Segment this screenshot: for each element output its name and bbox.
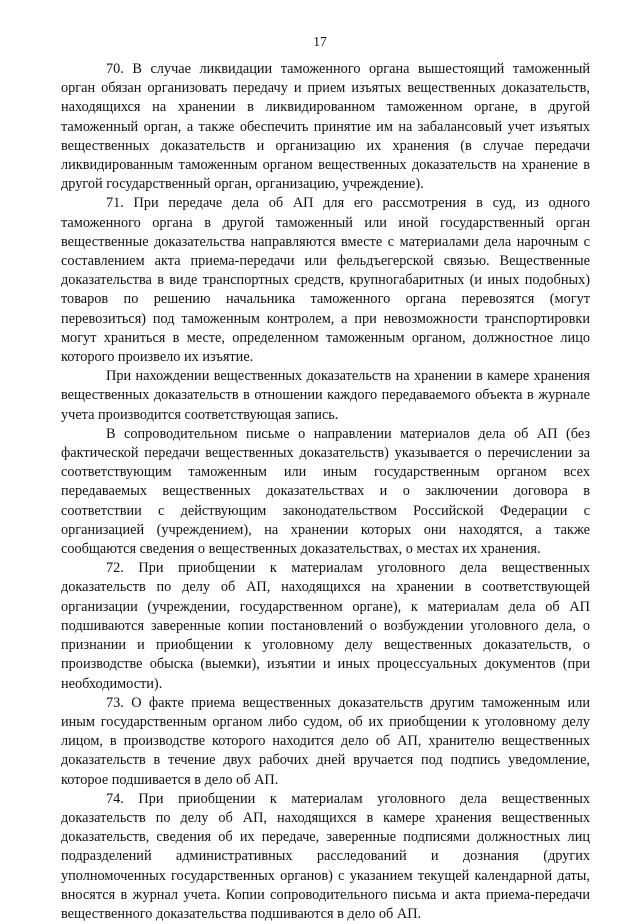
paragraph-71-storage: При нахождении вещественных доказательств на хранении в камере хранения вещественных доказательств в отношении каждого передаваемого объекта в журнале учета производится соответствующая запись. <box>61 368 590 423</box>
page-number: 17 <box>313 34 327 49</box>
paragraph-74: 74. При приобщении к материалам уголовного дела вещественных доказательств по делу об АП, находящихся в камере хранения вещественных доказательств, сведения об их передаче, заверенные подписями должностных лиц подразделений административных расследований и дознания (других уполномоченных государственных органов) с указанием текущей календарной даты, вносятся в журнал учета. Копии сопроводительного письма и акта приема-передачи вещественного доказательства подшиваются в дело об АП. <box>61 790 590 922</box>
paragraph-70: 70. В случае ликвидации таможенного органа вышестоящий таможенный орган обязан организовать передачу и прием изъятых вещественных доказательств, находящихся на хранении в ликвидированном таможенном органе, в другой таможенный орган, а также обеспечить принятие им на забалансовый учет изъятых вещественных доказательств и организацию их хранения (в случае передачи ликвидированным таможенным органом вещественных доказательств на хранение в другой государственный орган, организацию, учреждение). <box>61 61 590 193</box>
paragraph-71: 71. При передаче дела об АП для его рассмотрения в суд, из одного таможенного органа в другой таможенный или иной государственный орган вещественные доказательства направляются вместе с материалами дела нарочным с составлением акта приема-передачи или фельдъегерской связью. Вещественные доказательства в виде транспортных средств, крупногабаритных (и иных подобных) товаров по решению начальника таможенного органа перевозятся (могут перевозиться) под таможенным контролем, а при невозможности транспортировки могут храниться в месте, определенном таможенным органом, должностное лицо которого произвело их изъятие. <box>61 195 590 366</box>
paragraph-73: 73. О факте приема вещественных доказательств другим таможенным или иным государственным органом либо судом, об их приобщении к уголовному делу лицом, в производстве которого находится дело об АП, хранителю вещественных доказательств в течение двух рабочих дней вручается под подпись уведомление, которое подшивается в дело об АП. <box>61 694 590 788</box>
document-body <box>61 60 590 924</box>
paragraph-71-cover-letter: В сопроводительном письме о направлении материалов дела об АП (без фактической передачи вещественных доказательств) указывается о перечислении за соответствующим таможенным или иным государственным органом всех передаваемых вещественных доказательствах и о заключении договора в соответствии с действующим законодательством Российской Федерации с организацией (учреждением), на хранении которых они находятся, а также сообщаются сведения о вещественных доказательствах, о местах их хранения. <box>61 425 590 558</box>
paragraph-72: 72. При приобщении к материалам уголовного дела вещественных доказательств по делу об АП, находящихся на хранении в соответствующей организации (учреждении, государственном органе), к материалам дела об АП подшиваются заверенные копии постановлений о возбуждении уголовного дела, о признании и приобщении к уголовному делу вещественных доказательств, о производстве обыска (выемки), изъятии и иных процессуальных документов (при необходимости). <box>61 560 590 692</box>
